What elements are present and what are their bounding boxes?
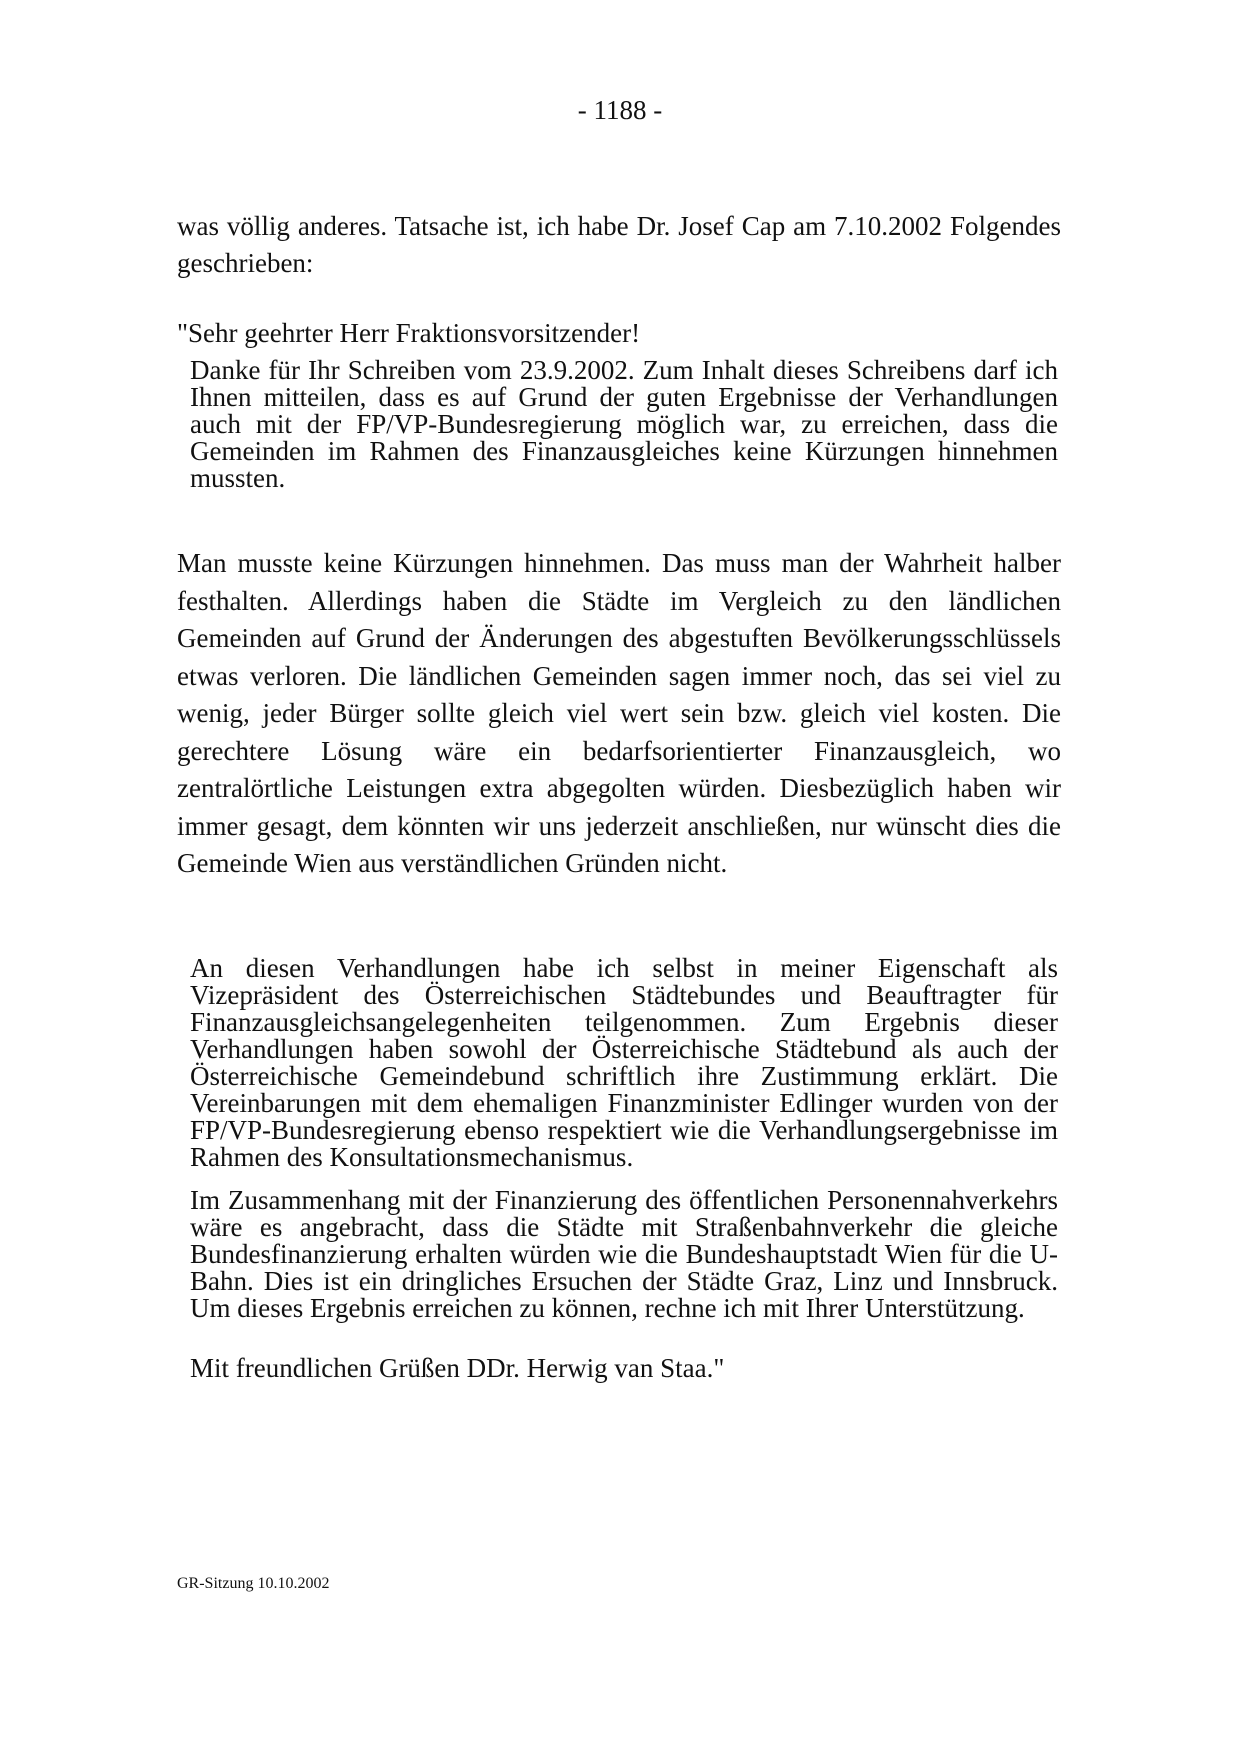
letter-quote-paragraph-3: Im Zusammenhang mit der Finanzierung des öffentlichen Personennahverkehrs wäre es angebracht, dass die Städte mit Straßenbahnverkehr die gleiche Bundesfinanzierung erhalten würden wie die Bundeshauptstadt Wien für die U-Bahn. Dies ist ein dringliches Ersuchen der Städte Graz, Linz und Innsbruck. Um dieses Ergebnis erreichen zu können, rechne ich mit Ihrer Unterstützung. xyxy=(190,1185,1058,1323)
letter-quote-paragraph-1: Danke für Ihr Schreiben vom 23.9.2002. Zum Inhalt dieses Schreibens darf ich Ihnen mitteilen, dass es auf Grund der guten Ergebnisse der Verhandlungen auch mit der FP/VP-Bundesregierung möglich war, zu erreichen, dass die Gemeinden im Rahmen des Finanzausgleiches keine Kürzungen hinnehmen mussten. xyxy=(190,355,1058,493)
intro-paragraph: was völlig anderes. Tatsache ist, ich habe Dr. Josef Cap am 7.10.2002 Folgendes geschrieben: xyxy=(177,211,1061,278)
body-paragraph: Man musste keine Kürzungen hinnehmen. Das muss man der Wahrheit halber festhalten. Allerdings haben die Städte im Vergleich zu den ländlichen Gemeinden auf Grund der Änderungen des abgestuften Bevölkerungsschlüssels etwas verloren. Die ländlichen Gemeinden sagen immer noch, das sei viel zu wenig, jeder Bürger sollte gleich viel wert sein bzw. gleich viel kosten. Die gerechtere Lösung wäre ein bedarfsorientierter Finanzausgleich, wo zentralörtliche Leistungen extra abgegolten würden. Diesbezüglich haben wir immer gesagt, dem könnten wir uns jederzeit anschließen, nur wünscht dies die Gemeinde Wien aus verständlichen Gründen nicht. xyxy=(177,548,1061,878)
page-number: - 1188 - xyxy=(577,95,663,125)
page-footer: GR-Sitzung 10.10.2002 xyxy=(177,1575,330,1592)
letter-quote-paragraph-2: An diesen Verhandlungen habe ich selbst in meiner Eigenschaft als Vizepräsident des Österreichischen Städtebundes und Beauftragter für Finanzausgleichsangelegenheiten teilgenommen. Zum Ergebnis dieser Verhandlungen haben sowohl der Österreichische Städtebund als auch der Österreichische Gemeindebund schriftlich ihre Zustimmung erklärt. Die Vereinbarungen mit dem ehemaligen Finanzminister Edlinger wurden von der FP/VP-Bundesregierung ebenso respektiert wie die Verhandlungsergebnisse im Rahmen des Konsultationsmechanismus. xyxy=(190,953,1058,1172)
letter-salutation: "Sehr geehrter Herr Fraktionsvorsitzender! xyxy=(177,318,641,348)
letter-closing: Mit freundlichen Grüßen DDr. Herwig van Staa." xyxy=(190,1353,725,1383)
